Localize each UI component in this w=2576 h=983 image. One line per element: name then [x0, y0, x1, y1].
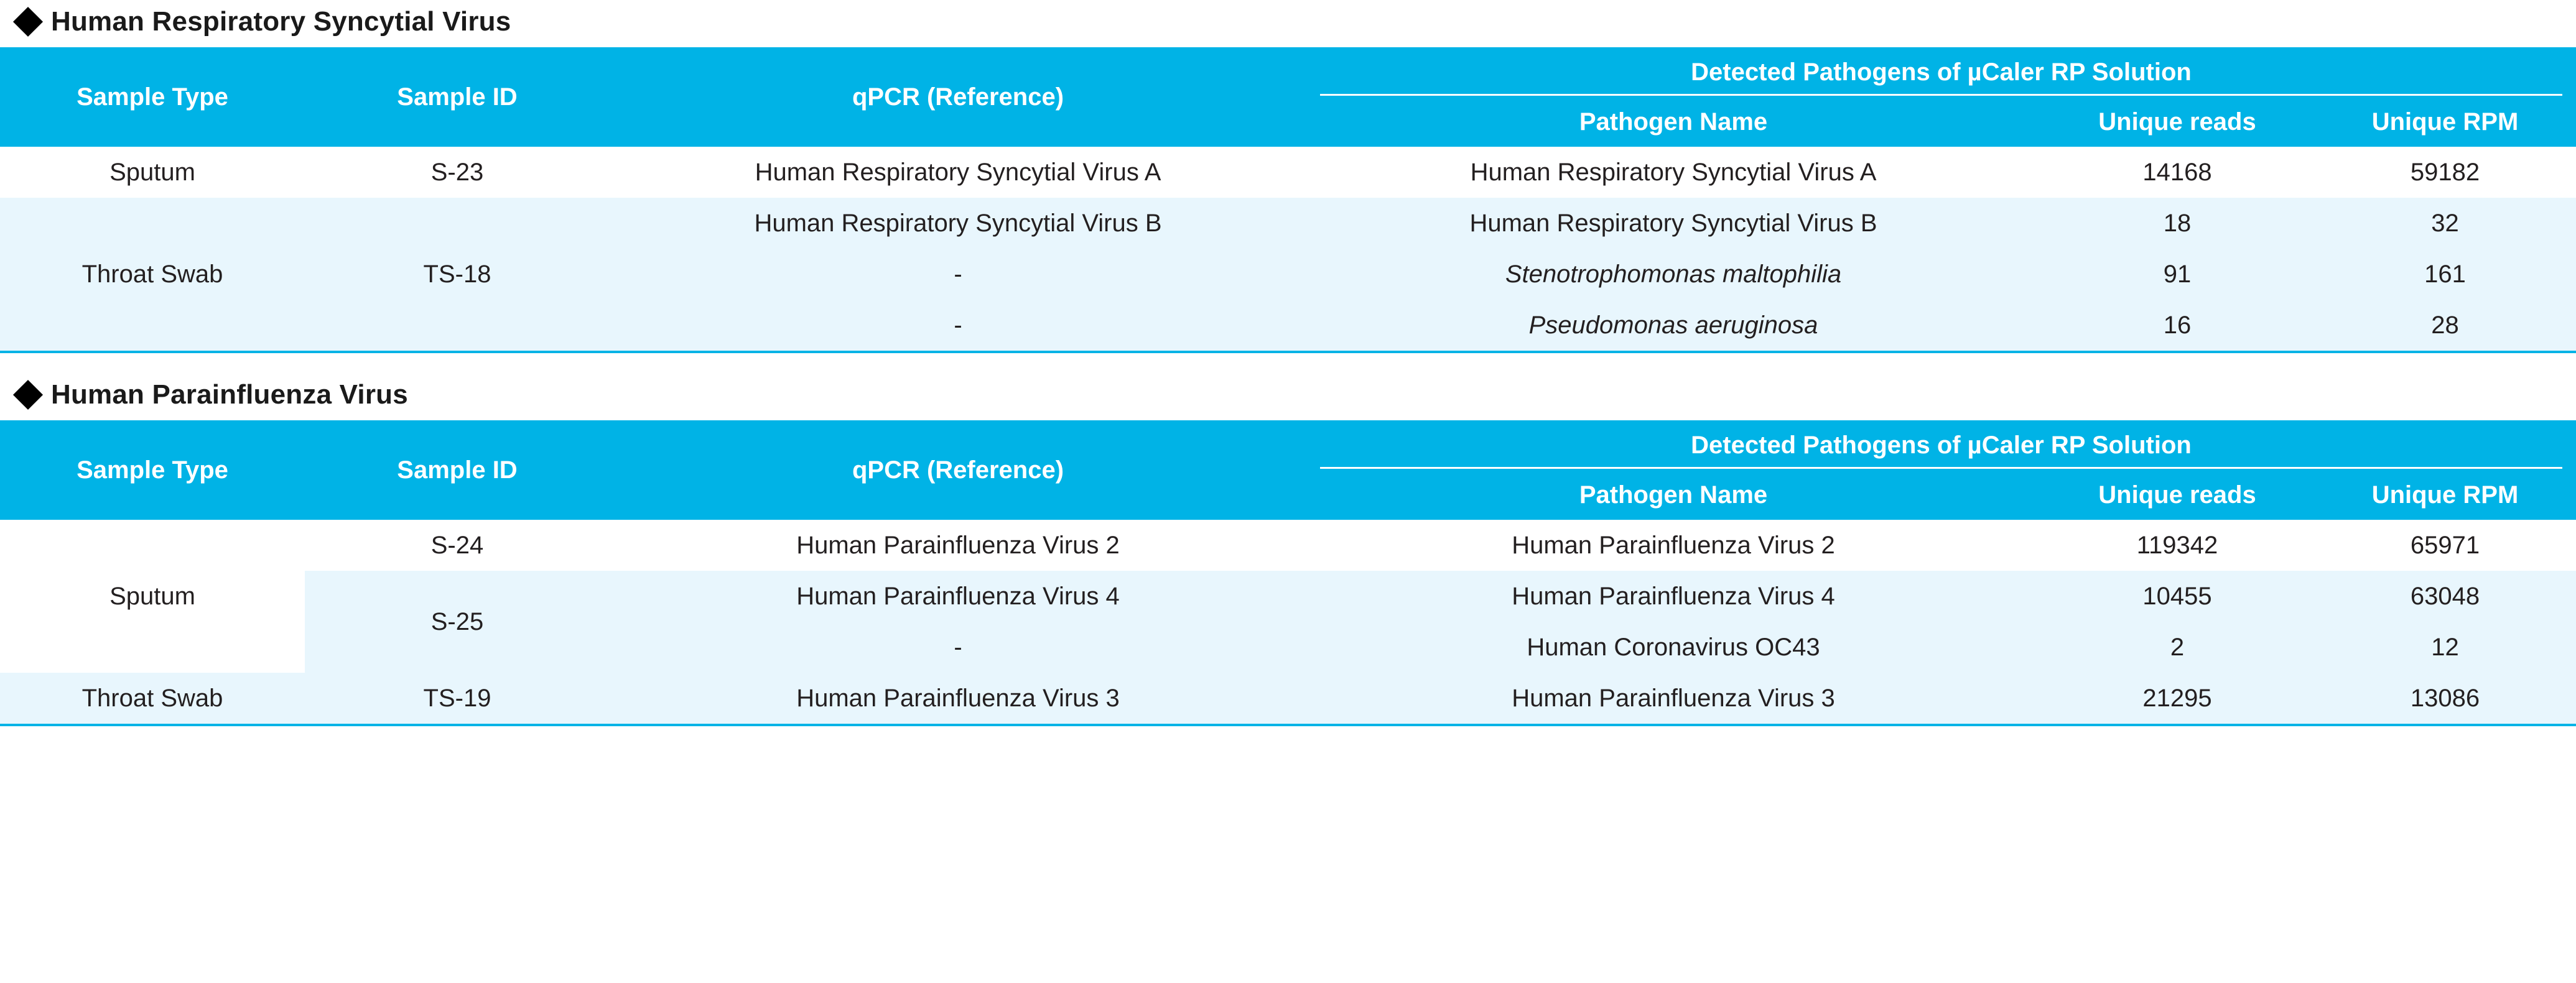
col-header-detected-group	[1306, 420, 2576, 470]
col-header-pathogen-name: Pathogen Name	[1306, 470, 2040, 520]
cell-sample-id: TS-18	[305, 198, 610, 351]
col-header-unique-reads: Unique reads	[2040, 470, 2314, 520]
col-header-detected-group-text: Detected Pathogens of µCaler RP Solution	[1691, 58, 2192, 86]
cell-unique-rpm: 65971	[2410, 531, 2480, 559]
col-header-sample-id: Sample ID	[305, 47, 610, 147]
cell-unique-rpm: 28	[2314, 300, 2576, 351]
cell-qpcr: -	[610, 249, 1306, 300]
table-header	[0, 47, 2576, 147]
col-header-unique-rpm: Unique RPM	[2314, 97, 2576, 147]
cell-unique-reads: 91	[2040, 249, 2314, 300]
cell-qpcr: -	[610, 300, 1306, 351]
table-bottom-rule	[0, 351, 2576, 353]
cell-qpcr: Human Respiratory Syncytial Virus A	[755, 158, 1161, 186]
diamond-bullet-icon	[13, 380, 43, 410]
cell-pathogen-name: Human Respiratory Syncytial Virus B	[1306, 198, 2040, 249]
section-title-parainfluenza	[0, 379, 2576, 420]
cell-qpcr: Human Parainfluenza Virus 3	[610, 673, 1306, 724]
cell-unique-reads: 21295	[2040, 673, 2314, 724]
col-header-qpcr: qPCR (Reference)	[610, 47, 1306, 147]
cell-pathogen-name: Human Parainfluenza Virus 4	[1306, 571, 2040, 622]
group-underline	[1320, 94, 2562, 96]
col-header-detected-group-text: Detected Pathogens of µCaler RP Solution	[1691, 431, 2192, 459]
col-header-sample-type: Sample Type	[0, 420, 305, 520]
cell-pathogen-name: Pseudomonas aeruginosa	[1306, 300, 2040, 351]
col-header-unique-reads: Unique reads	[2040, 97, 2314, 147]
cell-sample-type: Throat Swab	[0, 673, 305, 724]
col-header-pathogen-name: Pathogen Name	[1306, 97, 2040, 147]
cell-qpcr: -	[610, 622, 1306, 673]
cell-unique-rpm: 32	[2314, 198, 2576, 249]
col-header-sample-type: Sample Type	[0, 47, 305, 147]
cell-qpcr: Human Parainfluenza Virus 4	[610, 571, 1306, 622]
group-underline	[1320, 467, 2562, 469]
table-rsv	[0, 47, 2576, 351]
diamond-bullet-icon	[13, 7, 43, 37]
section-title-rsv	[0, 6, 2576, 47]
cell-unique-reads: 18	[2040, 198, 2314, 249]
cell-sample-id: S-24	[430, 531, 484, 559]
table-row	[0, 147, 2576, 198]
table-parainfluenza	[0, 420, 2576, 724]
cell-qpcr: Human Parainfluenza Virus 2	[796, 531, 1120, 559]
table-bottom-rule	[0, 724, 2576, 726]
section-title-text: Human Respiratory Syncytial Virus	[51, 6, 511, 37]
table-header	[0, 420, 2576, 520]
cell-unique-rpm: 63048	[2314, 571, 2576, 622]
table-row	[0, 571, 2576, 622]
col-header-qpcr: qPCR (Reference)	[610, 420, 1306, 520]
col-header-detected-group	[1306, 47, 2576, 97]
cell-pathogen-name: Stenotrophomonas maltophilia	[1306, 249, 2040, 300]
table-body	[0, 520, 2576, 724]
col-header-unique-rpm: Unique RPM	[2314, 470, 2576, 520]
cell-unique-reads: 14168	[2142, 158, 2212, 186]
cell-sample-type: Sputum	[109, 582, 195, 610]
cell-sample-id: S-25	[305, 571, 610, 673]
cell-unique-reads: 119342	[2136, 531, 2218, 559]
table-row	[0, 198, 2576, 249]
cell-pathogen-name: Human Parainfluenza Virus 2	[1512, 531, 1835, 559]
col-header-sample-id: Sample ID	[305, 420, 610, 520]
cell-sample-type: Sputum	[109, 158, 195, 186]
cell-unique-rpm: 12	[2314, 622, 2576, 673]
table-row	[0, 520, 2576, 571]
cell-sample-id: S-23	[430, 158, 484, 186]
section-parainfluenza	[0, 379, 2576, 726]
cell-unique-rpm: 13086	[2314, 673, 2576, 724]
cell-unique-reads: 10455	[2040, 571, 2314, 622]
cell-sample-type: Throat Swab	[0, 198, 305, 351]
cell-unique-reads: 2	[2040, 622, 2314, 673]
cell-unique-reads: 16	[2040, 300, 2314, 351]
table-row	[0, 673, 2576, 724]
cell-qpcr: Human Respiratory Syncytial Virus B	[610, 198, 1306, 249]
cell-pathogen-name: Human Coronavirus OC43	[1306, 622, 2040, 673]
table-body	[0, 147, 2576, 351]
section-title-text: Human Parainfluenza Virus	[51, 379, 408, 410]
cell-unique-rpm: 161	[2314, 249, 2576, 300]
cell-pathogen-name: Human Respiratory Syncytial Virus A	[1470, 158, 1877, 186]
cell-sample-id: TS-19	[305, 673, 610, 724]
section-rsv	[0, 6, 2576, 353]
cell-pathogen-name: Human Parainfluenza Virus 3	[1306, 673, 2040, 724]
cell-unique-rpm: 59182	[2410, 158, 2480, 186]
